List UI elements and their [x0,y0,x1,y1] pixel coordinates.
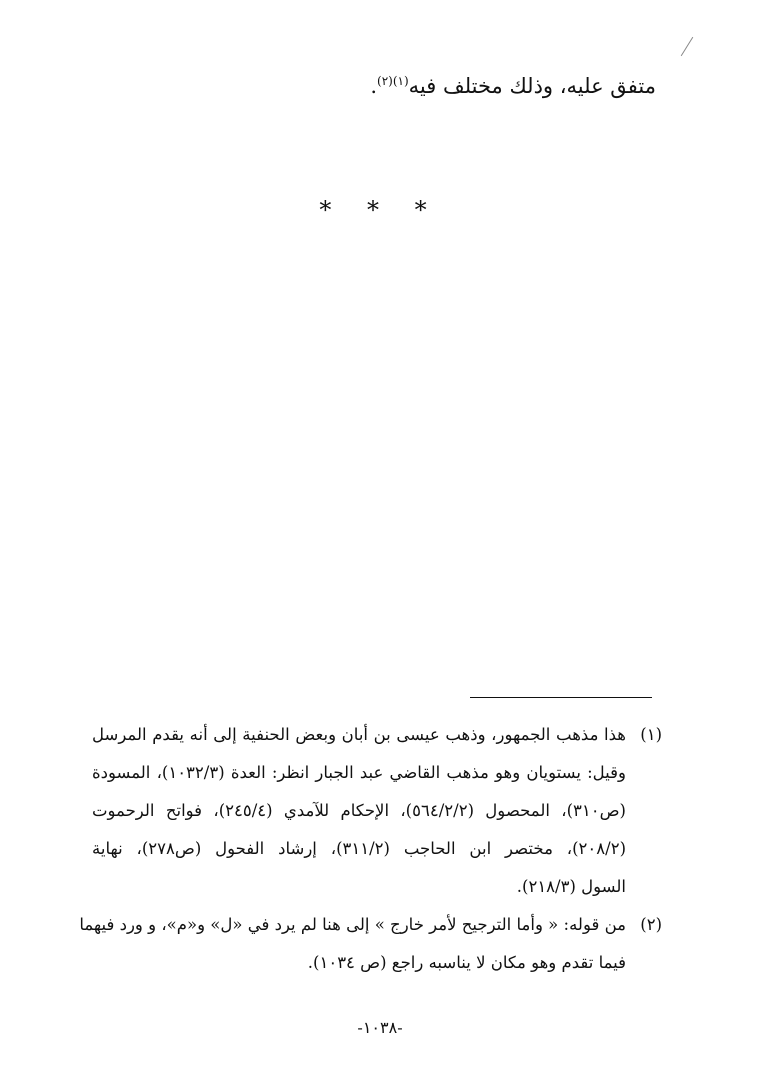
footnote-text [92,716,626,906]
section-separator: * * * [319,196,441,224]
footnote-number: (٢) [640,915,662,934]
stray-pen-mark [681,37,694,56]
footnote-line: وقيل: يستويان وهو مذهب القاضي عبد الجبار انظر: العدة (١٠٣٢/٣)، المسودة [92,763,626,782]
footnote-text [79,906,626,982]
footnote-line: فيما تقدم وهو مكان لا يناسبه راجع (ص ١٠٣٤). [307,953,626,972]
footnotes [79,716,662,982]
main-text: متفق عليه، وذلك مختلف فيه [408,74,656,98]
footnote-number: (١) [640,725,662,744]
footnote-line: هذا مذهب الجمهور، وذهب عيسى بن أبان وبعض الحنفية إلى أنه يقدم المرسل [92,725,626,744]
main-text-end: . [370,74,377,98]
main-text-line [370,72,656,101]
footnote-markers: (١)(٢) [377,74,409,88]
footnote-line: السول (٢١٨/٣). [516,877,626,896]
footnote-2 [79,906,662,982]
page-number: -١٠٣٨- [357,1018,403,1037]
footnote-rule [470,697,652,698]
footnote-line: (ص٣١٠)، المحصول (٥٦٤/٢/٢)، الإحكام للآمدي (٢٤٥/٤)، فواتح الرحموت [92,801,626,820]
footnote-line: (٢٠٨/٢)، مختصر ابن الحاجب (٣١١/٢)، إرشاد الفحول (ص٢٧٨)، نهاية [92,839,626,858]
footnote-line: من قوله: « وأما الترجيح لأمر خارج » إلى هنا لم يرد في «ل» و«م»، و ورد فيهما [79,915,626,934]
footnote-1 [92,716,662,906]
